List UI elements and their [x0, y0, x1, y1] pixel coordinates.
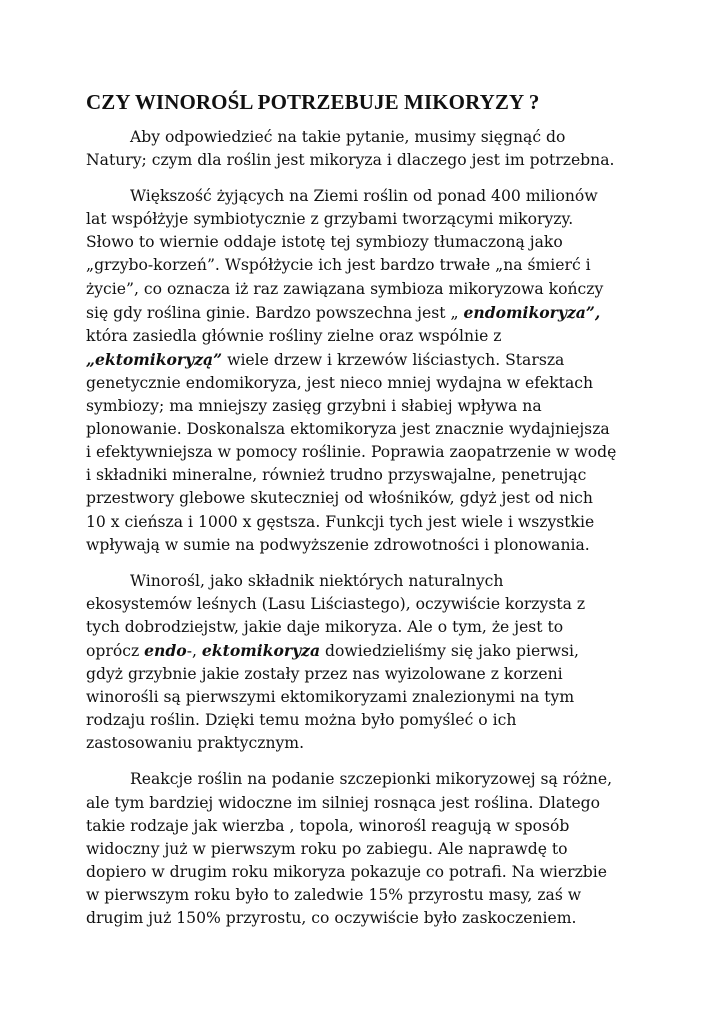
text-line: genetycznie endomikoryza, jest nieco mniej wydajna w efektach — [86, 373, 594, 392]
document-title: CZY WINOROŚL POTRZEBUJE MIKORYZY ? — [86, 90, 540, 114]
text-line: widoczny już w pierwszym roku po zabiegu. Ale naprawdę to — [86, 839, 568, 858]
text-line: rodzaju roślin. Dzięki temu można było pomyśleć o ich — [86, 711, 517, 730]
text-line: oprócz endo-, ektomikoryza dowiedzieliśmy się jako pierwsi, — [86, 640, 579, 660]
text-line: życie”, co oznacza iż raz zawiązana symbioza mikoryzowa kończy — [86, 279, 604, 298]
text-line: drugim już 150% przyrostu, co oczywiście było zaskoczeniem. — [86, 909, 577, 927]
text-line: zastosowaniu praktycznym. — [86, 734, 305, 753]
text-line: i efektywniejsza w pomocy roślinie. Poprawia zaopatrzenie w wodę — [86, 443, 617, 462]
text-line: lat współżyje symbiotycznie z grzybami tworzącymi mikoryzy. — [86, 210, 574, 229]
text-line: „ektomikoryzą” wiele drzew i krzewów liściastych. Starsza — [86, 349, 565, 369]
document-body — [86, 126, 626, 943]
text-line: ekosystemów leśnych (Lasu Liściastego), oczywiście korzysta z — [86, 594, 586, 613]
text-line: 10 x cieńsza i 1000 x gęstsza. Funkcji tych jest wiele i wszystkie — [86, 512, 595, 531]
text-line: ale tym bardziej widoczne im silniej rosnąca jest roślina. Dlatego — [86, 793, 601, 812]
text-line: Winorośl, jako składnik niektórych naturalnych — [130, 571, 504, 590]
text-line: takie rodzaje jak wierzba , topola, winorośl reagują w sposób — [86, 816, 570, 835]
emphasized-term: ektomikoryza — [201, 640, 321, 660]
paragraph — [86, 570, 626, 756]
text-line: Reakcje roślin na podanie szczepionki mikoryzowej są różne, — [130, 770, 613, 789]
text-line: przestwory glebowe skuteczniej od włośników, gdyż jest od nich — [86, 489, 593, 508]
text-line: gdyż grzybnie jakie zostały przez nas wyizolowane z korzeni — [86, 665, 563, 684]
text-line: plonowanie. Doskonalsza ektomikoryza jest znacznie wydajniejsza — [86, 420, 610, 439]
text-line: winorośli są pierwszymi ektomikoryzami znalezionymi na tym — [86, 688, 575, 707]
text-line: w pierwszym roku było to zaledwie 15% przyrostu masy, zaś w — [86, 885, 582, 904]
text-line: się gdy roślina ginie. Bardzo powszechna jest „ endomikoryza”, — [86, 302, 601, 322]
paragraph — [86, 185, 626, 557]
text-line: i składniki mineralne, również trudno przyswajalne, penetrując — [86, 466, 587, 485]
text-line: Natury; czym dla roślin jest mikoryza i dlaczego jest im potrzebna. — [86, 151, 615, 170]
text-line: „grzybo-korzeń”. Współżycie ich jest bardzo trwałe „na śmierć i — [86, 256, 591, 275]
text-line: Aby odpowiedzieć na takie pytanie, musimy sięgnąć do — [130, 128, 566, 146]
emphasized-term: endomikoryza”, — [463, 302, 601, 322]
paragraph — [86, 768, 626, 930]
emphasized-term: endo — [144, 640, 187, 660]
text-line: wpływają w sumie na podwyższenie zdrowotności i plonowania. — [86, 535, 590, 554]
text-line: dopiero w drugim roku mikoryza pokazuje co potrafi. Na wierzbie — [86, 862, 608, 881]
text-line: Słowo to wiernie oddaje istotę tej symbiozy tłumaczoną jako — [86, 233, 563, 252]
emphasized-term: „ektomikoryzą” — [86, 349, 223, 369]
text-line: tych dobrodziejstw, jakie daje mikoryza. Ale o tym, że jest to — [86, 617, 564, 636]
paragraph — [86, 126, 626, 172]
text-line: Większość żyjących na Ziemi roślin od ponad 400 milionów — [130, 187, 598, 206]
text-line: która zasiedla głównie rośliny zielne oraz wspólnie z — [86, 326, 502, 345]
text-line: symbiozy; ma mniejszy zasięg grzybni i słabiej wpływa na — [86, 397, 542, 416]
